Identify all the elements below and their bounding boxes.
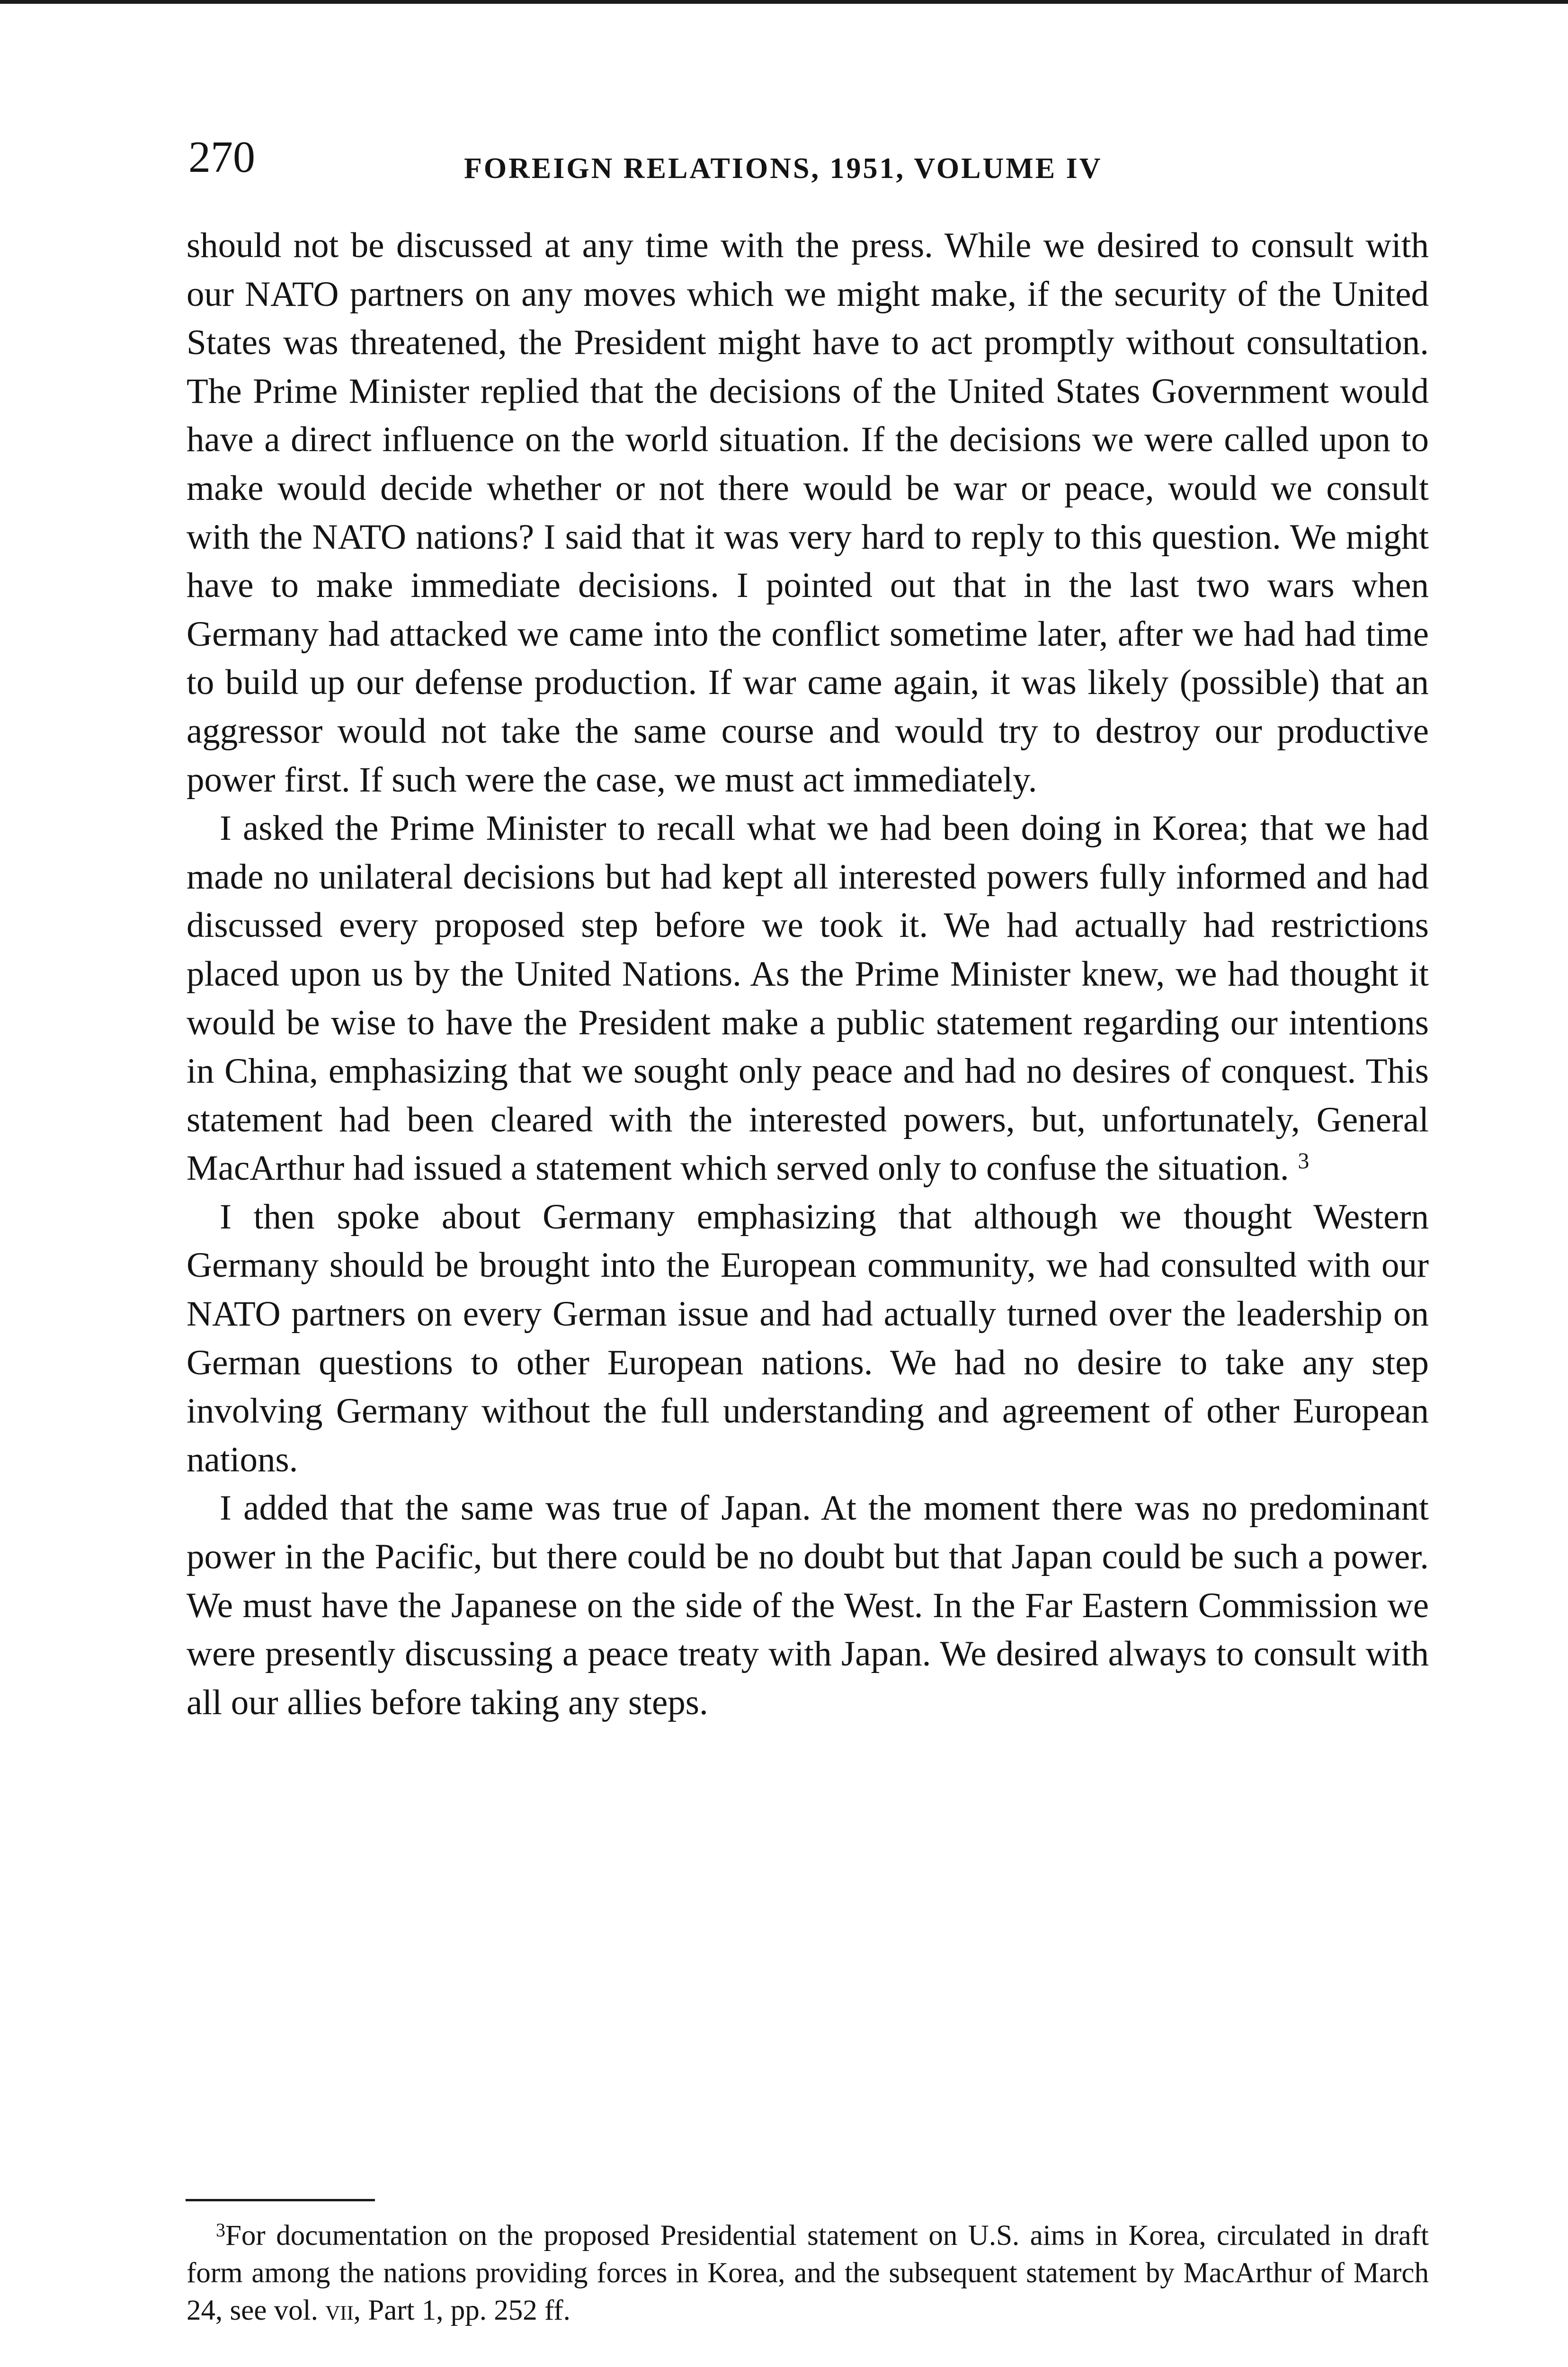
footnote-text-end: , Part 1, pp. 252 ff. bbox=[353, 2295, 570, 2326]
page-number: 270 bbox=[188, 133, 255, 182]
body-text bbox=[187, 222, 1429, 1727]
footnote-marker: 3 bbox=[216, 2219, 225, 2241]
paragraph-2-text: I asked the Prime Minister to recall what we had been doing in Korea; that we had made no unilateral decisions but had kept all interested powers fully informed and had discussed every proposed step before we took it. We had actually had restrictions placed upon us by the United Nations. As the Prime Minister knew, we had thought it would be wise to have the President make a public statement regarding our intentions in China, emphasizing that we sought only peace and had no desires of conquest. This statement had been cleared with the interested powers, but, unfortunately, General MacArthur had issued a statement which served only to confuse the situation. bbox=[187, 809, 1429, 1188]
paragraph-1: should not be discussed at any time with the press. While we desired to consult with our NATO partners on any moves which we might make, if the security of the United States was threatened, the President might have to act promptly without consultation. The Prime Minister replied that the decisions of the United States Government would have a direct influence on the world situation. If the decisions we were called upon to make would decide whether or not there would be war or peace, would we consult with the NATO nations? I said that it was very hard to reply to this question. We might have to make immediate decisions. I pointed out that in the last two wars when Germany had attacked we came into the conflict sometime later, after we had had time to build up our defense production. If war came again, it was likely (possible) that an aggressor would not take the same course and would try to destroy our productive power first. If such were the case, we must act immediately. bbox=[187, 226, 1429, 800]
footnote-text: For documentation on the proposed Presidential statement on U.S. aims in Korea, circulated in draft form among the nations providing forces in Korea, and the subsequent statement by MacArthur of March 24, see vol. bbox=[187, 2220, 1429, 2326]
paragraph-4: I added that the same was true of Japan. At the moment there was no predominant power in the Pacific, but there could be no doubt but that Japan could be such a power. We must have the Japanese on the side of the West. In the Far Eastern Commission we were presently discussing a peace treaty with Japan. We desired always to consult with all our allies before taking any steps. bbox=[187, 1488, 1429, 1722]
running-head: FOREIGN RELATIONS, 1951, VOLUME IV bbox=[464, 152, 1103, 185]
footnote-volume: vii bbox=[325, 2295, 354, 2326]
footnote-divider bbox=[186, 2199, 375, 2201]
paragraph-2 bbox=[187, 804, 1429, 1193]
page-top-border bbox=[0, 0, 1568, 4]
paragraph-3: I then spoke about Germany emphasizing that although we thought Western Germany should be brought into the European community, we had consulted with our NATO partners on every German issue and had actually turned over the leadership on German questions to other European nations. We had no desire to take any step involving Germany without the full understanding and agreement of other European nations. bbox=[187, 1197, 1429, 1479]
footnote bbox=[187, 2217, 1429, 2329]
footnote-reference[interactable]: 3 bbox=[1298, 1148, 1310, 1174]
